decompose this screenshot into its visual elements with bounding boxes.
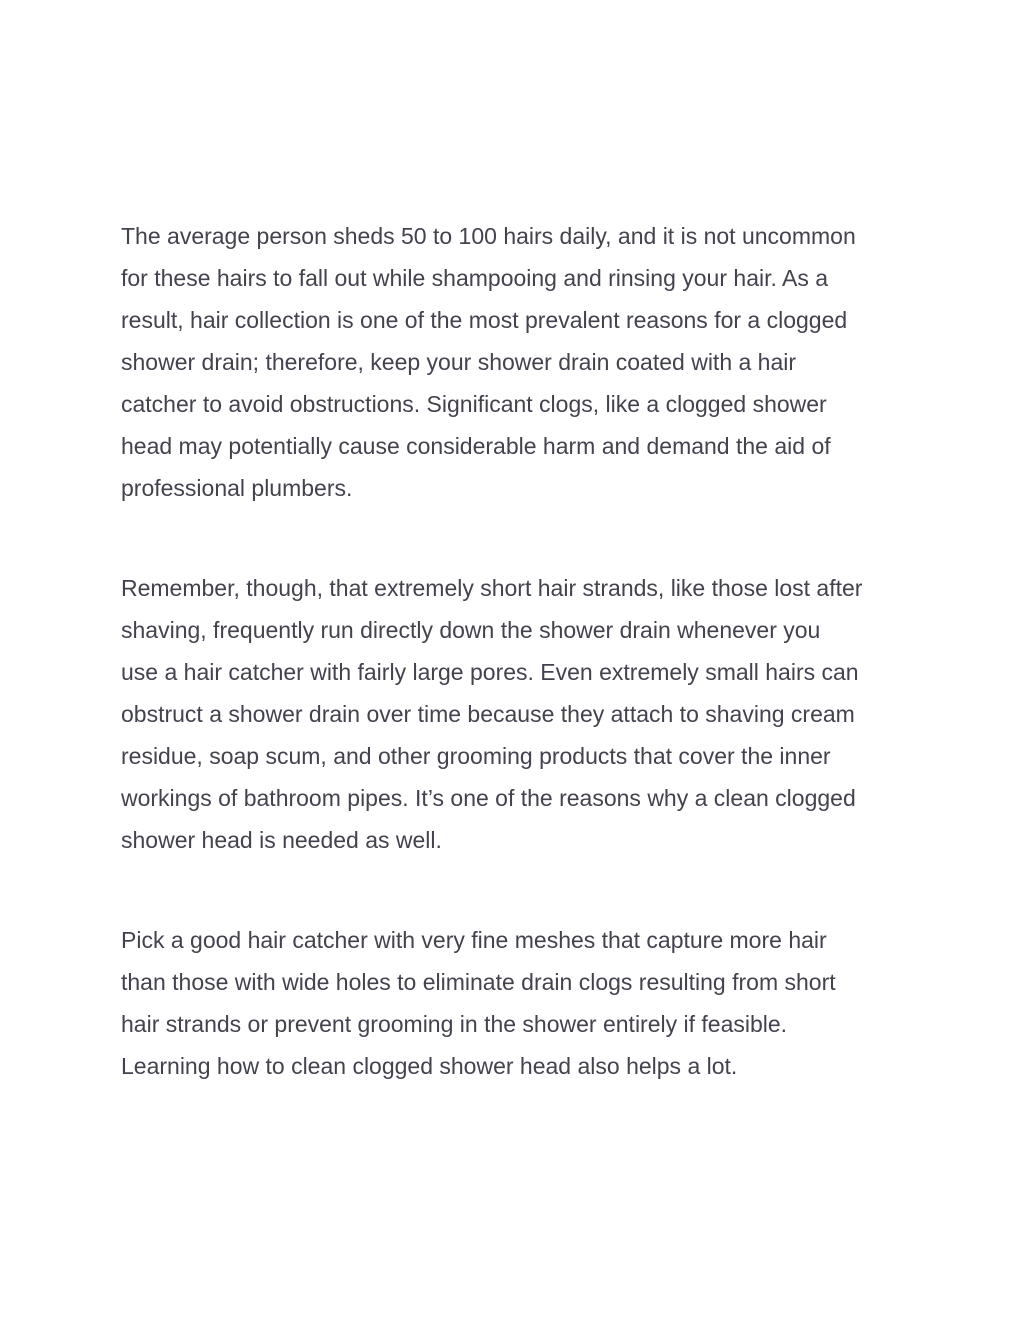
paragraph-line: The average person sheds 50 to 100 hairs daily, and it is not uncommon (121, 223, 856, 249)
paragraph-line: shower drain; therefore, keep your shower drain coated with a hair (121, 349, 797, 375)
paragraph-line: catcher to avoid obstructions. Significant clogs, like a clogged shower (121, 391, 827, 417)
paragraph-line: shaving, frequently run directly down the shower drain whenever you (121, 617, 821, 643)
paragraph-2 (121, 567, 911, 861)
paragraph-line: Learning how to clean clogged shower head also helps a lot. (121, 1053, 738, 1079)
paragraph-line: than those with wide holes to eliminate drain clogs resulting from short (121, 969, 836, 995)
paragraph-line: Pick a good hair catcher with very fine meshes that capture more hair (121, 927, 827, 953)
paragraph-line: head may potentially cause considerable harm and demand the aid of (121, 433, 831, 459)
paragraph-line: obstruct a shower drain over time because they attach to shaving cream (121, 701, 855, 727)
paragraph-line: workings of bathroom pipes. It’s one of the reasons why a clean clogged (121, 785, 856, 811)
paragraph-line: residue, soap scum, and other grooming products that cover the inner (121, 743, 831, 769)
paragraph-line: professional plumbers. (121, 475, 353, 501)
paragraph-line: Remember, though, that extremely short hair strands, like those lost after (121, 575, 863, 601)
document-body (121, 215, 911, 1145)
paragraph-line: use a hair catcher with fairly large pores. Even extremely small hairs can (121, 659, 859, 685)
paragraph-line: result, hair collection is one of the most prevalent reasons for a clogged (121, 307, 848, 333)
paragraph-line: shower head is needed as well. (121, 827, 442, 853)
paragraph-1 (121, 215, 911, 509)
paragraph-3 (121, 919, 911, 1087)
paragraph-line: for these hairs to fall out while shampooing and rinsing your hair. As a (121, 265, 829, 291)
paragraph-line: hair strands or prevent grooming in the shower entirely if feasible. (121, 1011, 788, 1037)
